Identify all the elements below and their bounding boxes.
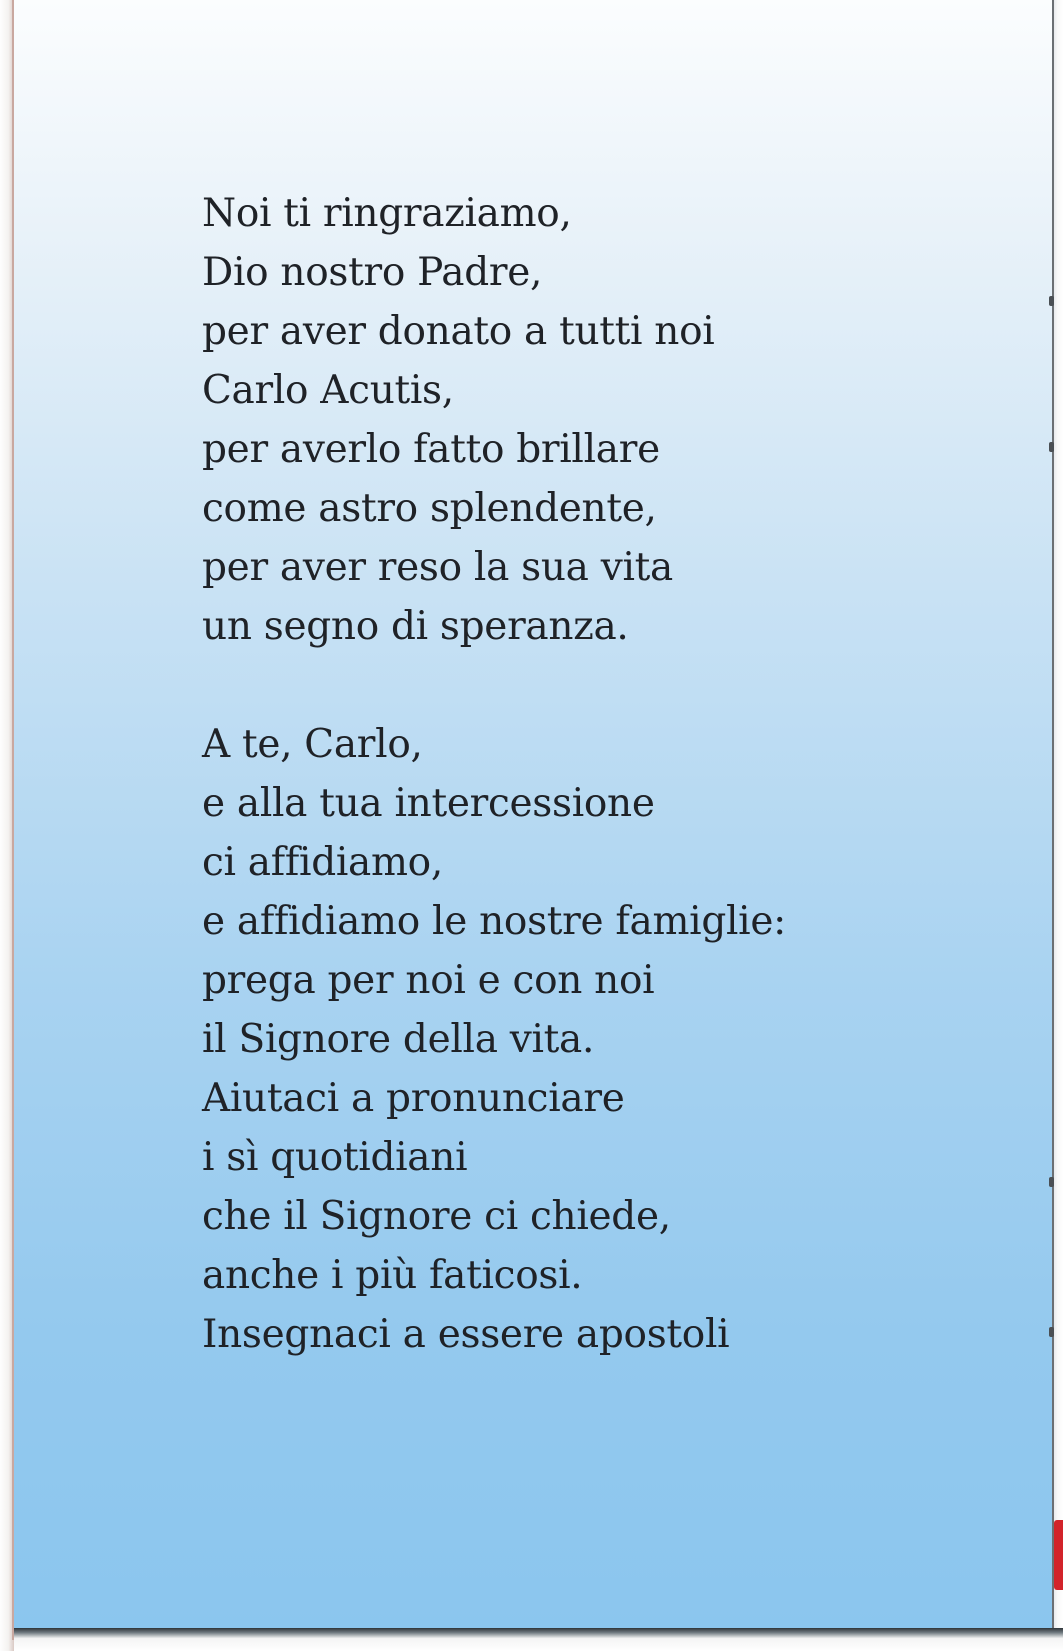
poem-line: per aver reso la sua vita — [202, 545, 673, 590]
poem-line: ci affidiamo, — [202, 840, 443, 885]
page-left-edge — [0, 0, 14, 1651]
facing-page-corner — [1054, 1520, 1063, 1590]
binding-staple — [1049, 296, 1054, 306]
binding-staple — [1049, 1327, 1054, 1337]
poem-line: il Signore della vita. — [202, 1017, 595, 1062]
poem-line: e alla tua intercessione — [202, 781, 655, 826]
poem-line: e affidiamo le nostre famiglie: — [202, 899, 786, 944]
poem-line: Dio nostro Padre, — [202, 250, 543, 295]
poem-line: per averlo fatto brillare — [202, 427, 660, 472]
poem-line: prega per noi e con noi — [202, 958, 655, 1003]
prayer-text — [202, 184, 982, 1364]
poem-line: per aver donato a tutti noi — [202, 309, 715, 354]
poem-line: un segno di speranza. — [202, 604, 629, 649]
poem-line: che il Signore ci chiede, — [202, 1194, 671, 1239]
poem-line: Insegnaci a essere apostoli — [202, 1312, 730, 1357]
poem-line: Carlo Acutis, — [202, 368, 454, 413]
poem-line: come astro splendente, — [202, 486, 657, 531]
poem-line: A te, Carlo, — [202, 722, 423, 767]
page-right-edge — [1052, 0, 1063, 1651]
poem-line: anche i più faticosi. — [202, 1253, 583, 1298]
stanza-break — [202, 656, 982, 715]
binding-staple — [1049, 442, 1054, 452]
poem-line: Noi ti ringraziamo, — [202, 191, 572, 236]
binding-staple — [1049, 1177, 1054, 1187]
poem-line: Aiutaci a pronunciare — [202, 1076, 625, 1121]
booklet-page — [14, 0, 1052, 1628]
page-bottom-edge — [14, 1628, 1063, 1651]
poem-line: i sì quotidiani — [202, 1135, 468, 1180]
